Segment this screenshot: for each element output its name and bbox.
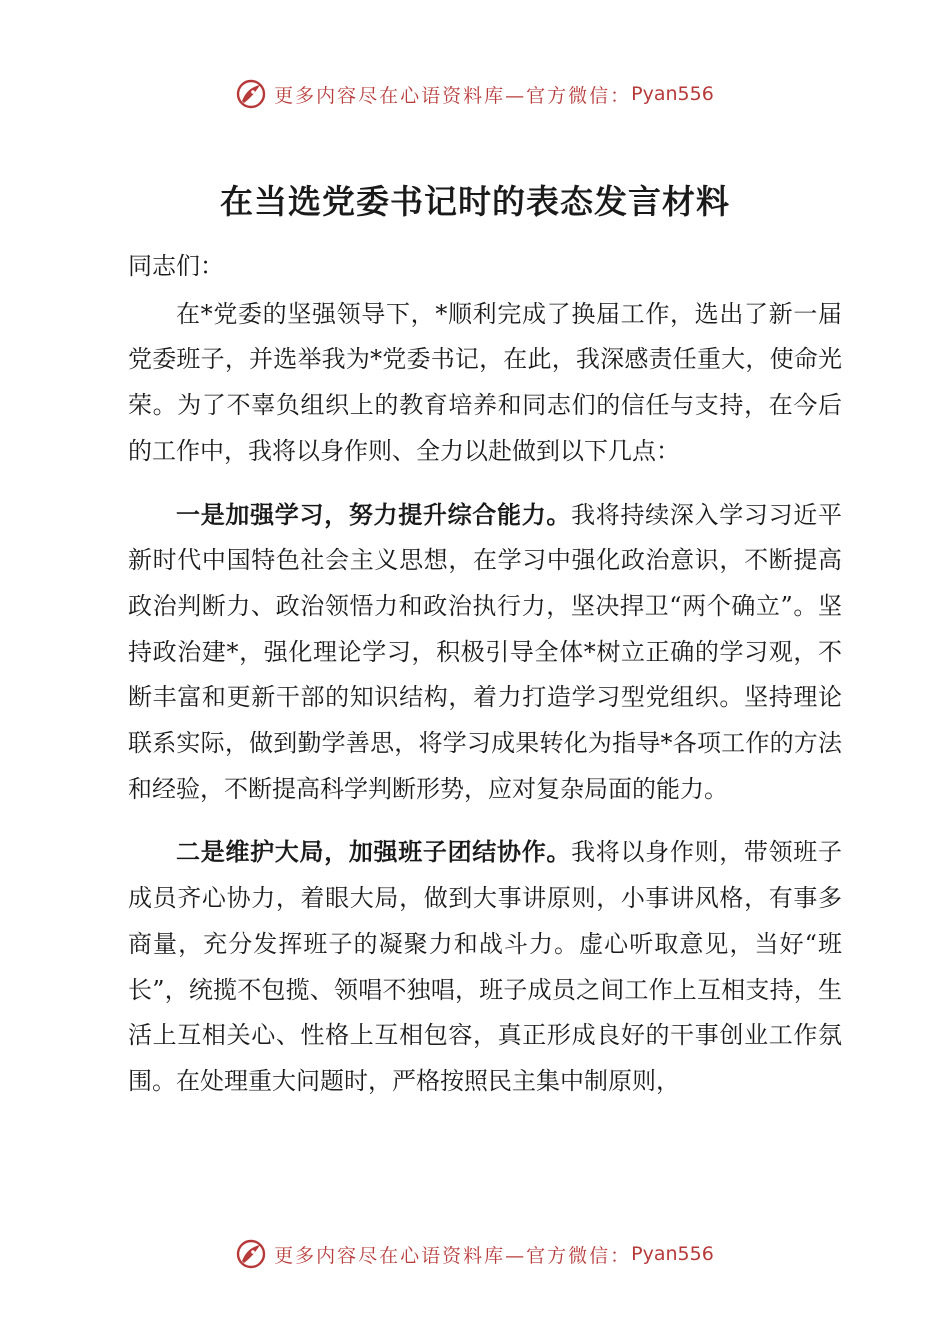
watermark-wechat-id: Pyan556 — [631, 83, 714, 105]
point-heading-1: 一是加强学习，努力提升综合能力。 — [176, 500, 572, 529]
header-watermark — [0, 74, 950, 114]
point-paragraph-1 — [128, 493, 842, 813]
document-title: 在当选党委书记时的表态发言材料 — [220, 182, 730, 221]
point-paragraph-2 — [128, 830, 842, 1104]
point-heading-2: 二是维护大局，加强班子团结协作。 — [176, 838, 572, 867]
intro-paragraph: 在*党委的坚强领导下，*顺利完成了换届工作，选出了新一届党委班子，并选举我为*党委书记，在此，我深感责任重大，使命光荣。为了不辜负组织上的教育培养和同志们的信任与支持，在今后的工作中，我将以身作则、全力以赴做到以下几点： — [128, 299, 842, 465]
watermark-text: 更多内容尽在心语资料库—官方微信： — [274, 1244, 632, 1267]
pen-nib-icon — [236, 1239, 266, 1269]
footer-watermark — [0, 1234, 950, 1274]
pen-nib-icon — [236, 79, 266, 109]
watermark-wechat-id: Pyan556 — [631, 1243, 714, 1265]
document-body — [128, 244, 842, 1105]
point-text-2: 我将以身作则，带领班子成员齐心协力，着眼大局，做到大事讲原则，小事讲风格，有事多商量，充分发挥班子的凝聚力和战斗力。虚心听取意见，当好“班长”，统揽不包揽、领唱不独唱，班子成员之间工作上互相支持，生活上互相关心、性格上互相包容，真正形成良好的干事创业工作氛围。在处理重大问题时，严格按照民主集中制原则， — [128, 838, 843, 1095]
watermark-text: 更多内容尽在心语资料库—官方微信： — [274, 84, 632, 107]
salutation: 同志们： — [128, 252, 224, 280]
point-text-1: 我将持续深入学习习近平新时代中国特色社会主义思想，在学习中强化政治意识，不断提高政治判断力、政治领悟力和政治执行力，坚决捍卫“两个确立”。坚持政治建*，强化理论学习，积极引导全体*树立正确的学习观，不断丰富和更新干部的知识结构，着力打造学习型党组织。坚持理论联系实际，做到勤学善思，将学习成果转化为指导*各项工作的方法和经验，不断提高科学判断形势，应对复杂局面的能力。 — [128, 500, 843, 803]
